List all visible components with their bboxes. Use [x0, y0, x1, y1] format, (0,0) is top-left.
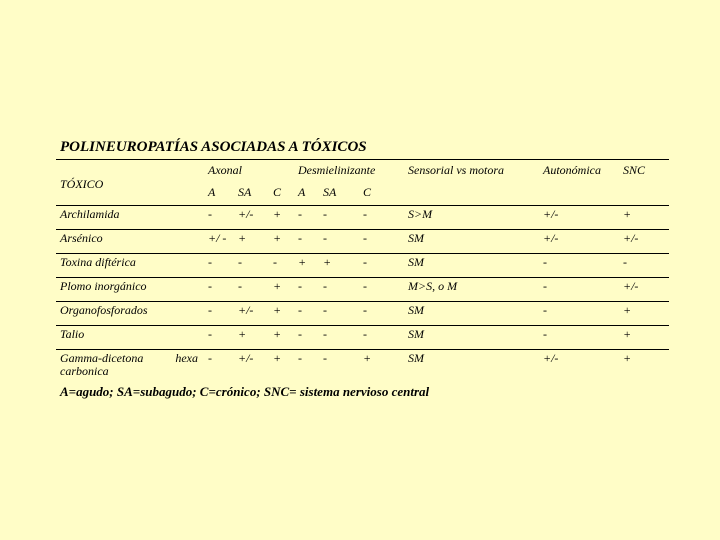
cell-desm-a: - — [294, 350, 319, 379]
toxic-name-cell: Organofosforados — [56, 302, 204, 326]
cell-axonal-a: - — [204, 302, 234, 326]
cell-desm-c: - — [359, 254, 404, 278]
subheader-desm-c: C — [363, 185, 372, 199]
cell-desm-sa: - — [319, 350, 359, 379]
cell-axonal-c: + — [269, 326, 294, 350]
cell-snc: + — [619, 206, 669, 230]
cell-autonomica: +/- — [539, 230, 619, 254]
cell-axonal-c: + — [269, 230, 294, 254]
cell-sensorial: SM — [404, 350, 539, 379]
cell-axonal-sa: - — [234, 254, 269, 278]
cell-snc: - — [619, 254, 669, 278]
cell-axonal-a: - — [204, 206, 234, 230]
toxic-name-cell — [56, 350, 204, 379]
cell-axonal-c: - — [269, 254, 294, 278]
cell-sensorial: SM — [404, 230, 539, 254]
table-body — [56, 206, 669, 379]
subheader-axonal-a: A — [208, 185, 216, 199]
cell-autonomica: - — [539, 326, 619, 350]
toxics-table — [56, 159, 669, 378]
cell-desm-a: - — [294, 230, 319, 254]
cell-desm-sa: + — [319, 254, 359, 278]
cell-axonal-a: - — [204, 278, 234, 302]
cell-desm-a: + — [294, 254, 319, 278]
toxic-name-cell: Arsénico — [56, 230, 204, 254]
subheader-axonal-sa: SA — [238, 185, 252, 199]
header-row-1 — [56, 160, 669, 185]
cell-snc: + — [619, 350, 669, 379]
table-row — [56, 278, 669, 302]
cell-axonal-sa: + — [234, 230, 269, 254]
table-row — [56, 326, 669, 350]
header-toxico: TÓXICO — [56, 160, 204, 206]
cell-axonal-c: + — [269, 350, 294, 379]
header-autonomica: Autonómica — [539, 160, 619, 185]
subheader-desm-a: A — [298, 185, 306, 199]
cell-axonal-a: +/ - — [204, 230, 234, 254]
subheader-desm-sa: SA — [323, 185, 337, 199]
subheader-axonal-c: C — [273, 185, 282, 199]
cell-desm-sa: - — [319, 278, 359, 302]
header-axonal: Axonal — [204, 160, 294, 185]
cell-sensorial: SM — [404, 302, 539, 326]
toxic-name-cell: Archilamida — [56, 206, 204, 230]
cell-sensorial: SM — [404, 326, 539, 350]
cell-sensorial: SM — [404, 254, 539, 278]
table-row — [56, 254, 669, 278]
cell-axonal-a: - — [204, 350, 234, 379]
cell-desm-sa: - — [319, 326, 359, 350]
cell-autonomica: - — [539, 254, 619, 278]
cell-axonal-sa: +/- — [234, 302, 269, 326]
cell-snc: + — [619, 302, 669, 326]
cell-desm-c: - — [359, 326, 404, 350]
cell-sensorial: M>S, o M — [404, 278, 539, 302]
cell-desm-c: - — [359, 302, 404, 326]
cell-snc: +/- — [619, 230, 669, 254]
table-row — [56, 350, 669, 379]
cell-axonal-c: + — [269, 278, 294, 302]
table-row — [56, 302, 669, 326]
cell-axonal-a: - — [204, 326, 234, 350]
cell-axonal-sa: - — [234, 278, 269, 302]
cell-desm-sa: - — [319, 302, 359, 326]
table-row — [56, 230, 669, 254]
toxic-name: Gamma-dicetona carbonica — [60, 351, 144, 378]
cell-desm-a: - — [294, 302, 319, 326]
cell-desm-c: - — [359, 230, 404, 254]
toxic-name-extra: hexa — [175, 351, 198, 365]
cell-axonal-c: + — [269, 302, 294, 326]
cell-axonal-sa: + — [234, 326, 269, 350]
cell-desm-a: - — [294, 326, 319, 350]
cell-autonomica: - — [539, 278, 619, 302]
cell-sensorial: S>M — [404, 206, 539, 230]
cell-desm-a: - — [294, 278, 319, 302]
cell-autonomica: - — [539, 302, 619, 326]
cell-axonal-c: + — [269, 206, 294, 230]
cell-desm-c: - — [359, 278, 404, 302]
cell-desm-c: - — [359, 206, 404, 230]
cell-autonomica: +/- — [539, 206, 619, 230]
cell-desm-sa: - — [319, 206, 359, 230]
cell-snc: +/- — [619, 278, 669, 302]
toxic-name-cell: Talio — [56, 326, 204, 350]
cell-axonal-sa: +/- — [234, 206, 269, 230]
cell-desm-c: + — [359, 350, 404, 379]
toxic-name-cell: Toxina diftérica — [56, 254, 204, 278]
cell-axonal-a: - — [204, 254, 234, 278]
header-desmielinizante: Desmielinizante — [294, 160, 404, 185]
toxic-name-cell: Plomo inorgánico — [56, 278, 204, 302]
cell-snc: + — [619, 326, 669, 350]
cell-axonal-sa: +/- — [234, 350, 269, 379]
header-sensorial: Sensorial vs motora — [404, 160, 539, 185]
page-title: POLINEUROPATÍAS ASOCIADAS A TÓXICOS — [60, 139, 367, 155]
cell-desm-sa: - — [319, 230, 359, 254]
cell-desm-a: - — [294, 206, 319, 230]
footnote: A=agudo; SA=subagudo; C=crónico; SNC= sistema nervioso central — [60, 384, 430, 399]
cell-autonomica: +/- — [539, 350, 619, 379]
table-row — [56, 206, 669, 230]
header-snc: SNC — [619, 160, 669, 185]
